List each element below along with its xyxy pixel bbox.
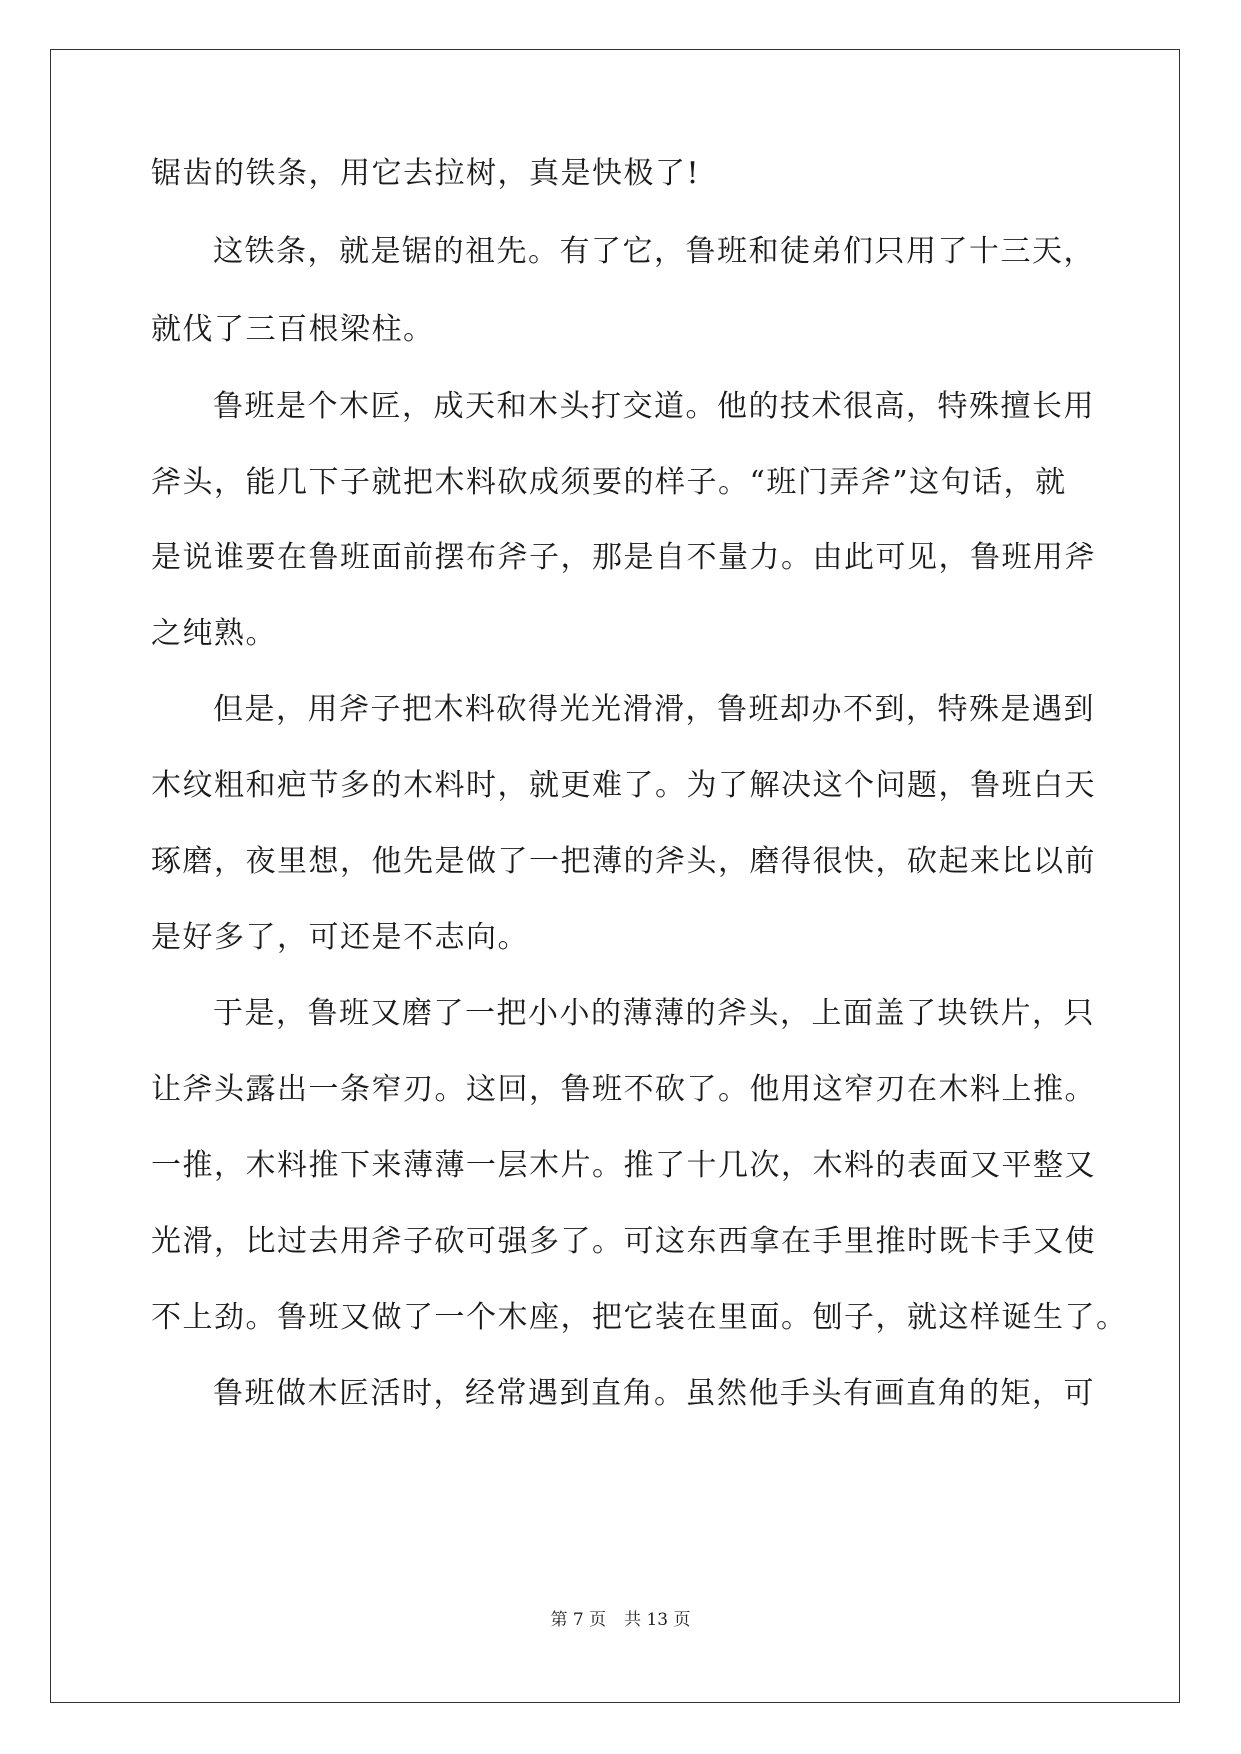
text-line-15: 光滑，比过去用斧子砍可强多了。可这东西拿在手里推时既卡手又使 — [151, 1224, 1096, 1259]
text-line-1: 锯齿的铁条，用它去拉树，真是快极了! — [151, 156, 701, 191]
text-line-13: 让斧头露出一条窄刃。这回，鲁班不砍了。他用这窄刃在木料上推。 — [151, 1072, 1096, 1107]
text-line-14: 一推，木料推下来薄薄一层木片。推了十几次，木料的表面又平整又 — [151, 1148, 1096, 1183]
text-line-7: 之纯熟。 — [151, 616, 277, 651]
text-line-12: 于是，鲁班又磨了一把小小的薄薄的斧头，上面盖了块铁片，只 — [213, 996, 1095, 1031]
page-number: 第 7 页 — [550, 1610, 607, 1630]
text-line-9: 木纹粗和疤节多的木料时，就更难了。为了解决这个问题，鲁班白天 — [151, 768, 1096, 803]
page-total: 共 13 页 — [624, 1610, 691, 1630]
text-line-6: 是说谁要在鲁班面前摆布斧子，那是自不量力。由此可见，鲁班用斧 — [151, 540, 1096, 575]
text-line-2: 这铁条，就是锯的祖先。有了它，鲁班和徒弟们只用了十三天， — [213, 234, 1095, 269]
text-line-17: 鲁班做木匠活时，经常遇到直角。虽然他手头有画直角的矩，可 — [213, 1376, 1095, 1411]
text-line-8: 但是，用斧子把木料砍得光光滑滑，鲁班却办不到，特殊是遇到 — [213, 692, 1095, 727]
page-footer — [0, 1609, 1241, 1631]
text-line-16: 不上劲。鲁班又做了一个木座，把它装在里面。刨子，就这样诞生了。 — [151, 1300, 1128, 1335]
text-line-4: 鲁班是个木匠，成天和木头打交道。他的技术很高，特殊擅长用 — [213, 389, 1095, 424]
text-line-10: 琢磨，夜里想，他先是做了一把薄的斧头，磨得很快，砍起来比以前 — [151, 844, 1096, 879]
text-line-3: 就伐了三百根梁柱。 — [151, 312, 435, 347]
text-line-5: 斧头，能几下子就把木料砍成须要的样子。“班门弄斧”这句话，就 — [151, 465, 1067, 500]
text-line-11: 是好多了，可还是不志向。 — [151, 920, 529, 955]
